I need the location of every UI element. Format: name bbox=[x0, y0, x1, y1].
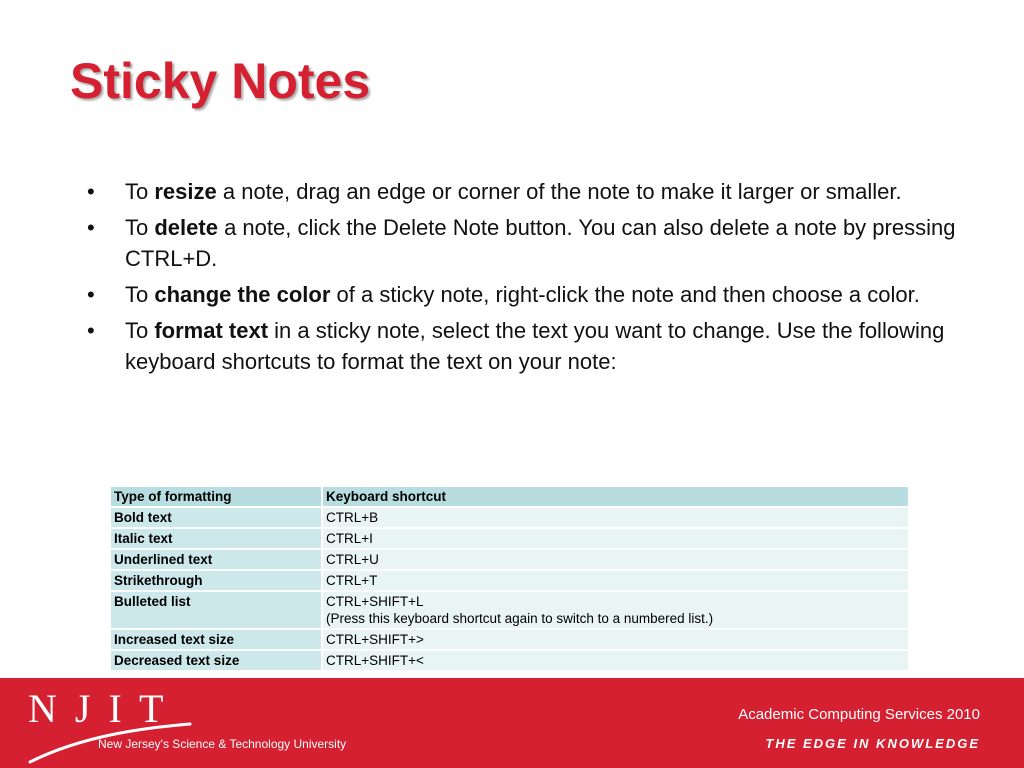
slide-title: Sticky Notes bbox=[70, 53, 371, 109]
shortcut-cell: CTRL+B bbox=[322, 507, 909, 528]
formatting-type-cell: Decreased text size bbox=[110, 650, 322, 671]
column-header-type: Type of formatting bbox=[110, 486, 322, 507]
bullet-keyword: resize bbox=[154, 179, 217, 204]
table-row bbox=[110, 528, 909, 549]
formatting-type-cell: Underlined text bbox=[110, 549, 322, 570]
table-row bbox=[110, 591, 909, 629]
bullet-text: a note, click the Delete Note button. You can also delete a note by pressing CTRL+D. bbox=[125, 215, 956, 271]
bullet-prefix: To bbox=[125, 215, 155, 240]
bullet-resize bbox=[87, 176, 967, 207]
table-row bbox=[110, 629, 909, 650]
bullet-prefix: To bbox=[125, 318, 155, 343]
table-header-row bbox=[110, 486, 909, 507]
bullet-keyword: format text bbox=[154, 318, 269, 343]
bullet-keyword: change the color bbox=[154, 282, 331, 307]
bullet-prefix: To bbox=[125, 282, 155, 307]
formatting-type-cell: Increased text size bbox=[110, 629, 322, 650]
bullet-text: a note, drag an edge or corner of the note to make it larger or smaller. bbox=[216, 179, 902, 204]
table-row bbox=[110, 549, 909, 570]
bullet-glyph: • bbox=[87, 282, 95, 307]
footer-tagline: THE EDGE IN KNOWLEDGE bbox=[765, 736, 980, 751]
formatting-type-cell: Bold text bbox=[110, 507, 322, 528]
formatting-type-cell: Strikethrough bbox=[110, 570, 322, 591]
bullet-change-color bbox=[87, 279, 967, 310]
bullet-text: in a sticky note, select the text you want to change. Use the following keyboard shortcuts to format the text on your note: bbox=[125, 318, 945, 374]
njit-logo bbox=[22, 678, 382, 768]
formatting-type-cell: Bulleted list bbox=[110, 591, 322, 629]
shortcut-cell bbox=[322, 591, 909, 629]
logo-letters: N J I T bbox=[28, 686, 168, 731]
formatting-type-cell: Italic text bbox=[110, 528, 322, 549]
bullet-list bbox=[87, 176, 967, 382]
bullet-text: of a sticky note, right-click the note and then choose a color. bbox=[330, 282, 920, 307]
footer-bar bbox=[0, 678, 1024, 768]
bullet-delete bbox=[87, 212, 967, 274]
logo-subtitle: New Jersey's Science & Technology University bbox=[98, 737, 347, 751]
shortcut-note: (Press this keyboard shortcut again to switch to a numbered list.) bbox=[326, 611, 714, 626]
shortcut-cell: CTRL+U bbox=[322, 549, 909, 570]
bullet-glyph: • bbox=[87, 215, 95, 240]
footer-credit: Academic Computing Services 2010 bbox=[738, 706, 980, 723]
shortcut-table bbox=[109, 485, 910, 672]
shortcut-cell: CTRL+T bbox=[322, 570, 909, 591]
table-row bbox=[110, 650, 909, 671]
column-header-shortcut: Keyboard shortcut bbox=[322, 486, 909, 507]
shortcut-cell: CTRL+SHIFT+> bbox=[322, 629, 909, 650]
shortcut-text: CTRL+SHIFT+L bbox=[326, 594, 424, 609]
shortcut-cell: CTRL+I bbox=[322, 528, 909, 549]
table-row bbox=[110, 570, 909, 591]
shortcut-cell: CTRL+SHIFT+< bbox=[322, 650, 909, 671]
bullet-prefix: To bbox=[125, 179, 155, 204]
table-row bbox=[110, 507, 909, 528]
bullet-glyph: • bbox=[87, 318, 95, 343]
bullet-format-text bbox=[87, 315, 967, 377]
bullet-glyph: • bbox=[87, 179, 95, 204]
bullet-keyword: delete bbox=[154, 215, 218, 240]
